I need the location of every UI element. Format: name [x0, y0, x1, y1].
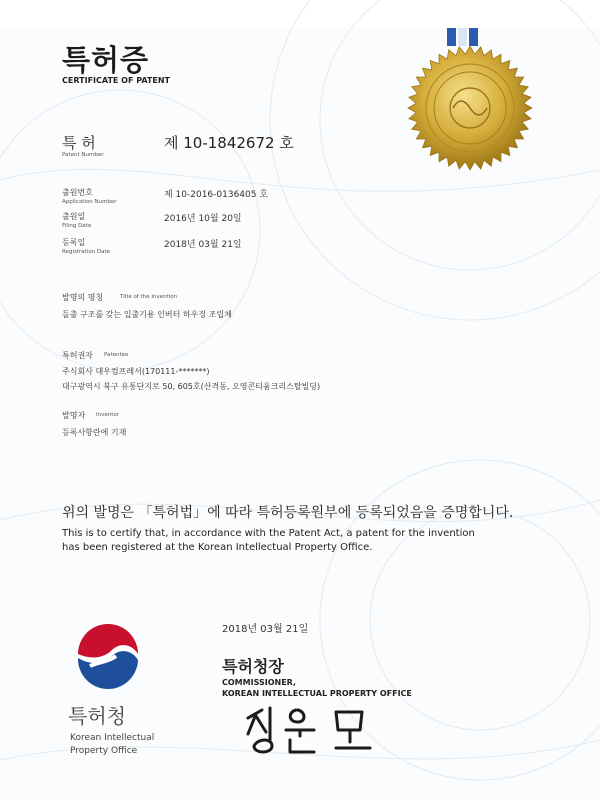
filing-date-label: 출원일 — [62, 212, 86, 221]
inventor-label: 발명자 — [62, 411, 86, 420]
patent-number-label: 특 허 — [62, 134, 96, 152]
invention-title-label-en: Title of the Invention — [120, 294, 178, 300]
inventor-value: 등록사항란에 기재 — [62, 428, 127, 437]
certificate-title-en: CERTIFICATE OF PATENT — [62, 76, 170, 85]
commissioner-signature — [240, 700, 390, 760]
commissioner-title: 특허청장 — [222, 657, 284, 676]
registration-date-label: 등록일 — [62, 238, 86, 247]
invention-title-label: 발명의 명칭 — [62, 293, 104, 302]
certification-statement-ko: 위의 발명은 「특허법」에 따라 특허등록원부에 등록되었음을 증명합니다. — [62, 505, 514, 521]
registration-date-value: 2018년 03월 21일 — [164, 240, 242, 250]
patent-number-value: 제 10-1842672 호 — [164, 134, 294, 152]
patentee-line1: 주식회사 대우컴프레서(170111-*******) — [62, 367, 210, 376]
kipo-logo-icon — [68, 620, 148, 695]
office-name-en-line2: Property Office — [70, 746, 138, 756]
certification-statement-en-line1: This is to certify that, in accordance with the Patent Act, a patent for the invention — [62, 528, 475, 539]
inventor-label-en: Inventor — [96, 412, 120, 418]
invention-title-value: 돌출 구조를 갖는 입출기용 인버터 하우징 조립체 — [62, 310, 232, 319]
filing-date-value: 2016년 10월 20일 — [164, 214, 242, 224]
commissioner-title-en-line1: COMMISSIONER, — [222, 678, 297, 687]
certification-statement-en-line2: has been registered at the Korean Intellectual Property Office. — [62, 542, 373, 553]
issue-date: 2018년 03월 21일 — [222, 624, 309, 635]
office-name-ko: 특허청 — [68, 704, 126, 728]
patentee-label: 특허권자 — [62, 351, 93, 360]
commissioner-title-en-line2: KOREAN INTELLECTUAL PROPERTY OFFICE — [222, 689, 412, 698]
patentee-label-en: Patentee — [104, 352, 129, 358]
registration-date-label-en: Registration Date — [62, 249, 111, 255]
patent-number-label-en: Patent Number — [62, 152, 104, 158]
office-name-en-line1: Korean Intellectual — [70, 733, 155, 743]
patentee-line2: 대구광역시 북구 유통단지로 50, 605호(산격동, 오영콘티움크리스탈빌딩) — [62, 382, 321, 391]
certificate-title: 특허증 — [62, 43, 150, 77]
gold-seal-icon — [395, 28, 545, 178]
application-number-value: 제 10-2016-0136405 호 — [164, 190, 269, 200]
application-number-label: 출원번호 — [62, 188, 93, 197]
filing-date-label-en: Filing Date — [62, 223, 92, 229]
application-number-label-en: Application Number — [62, 199, 117, 205]
